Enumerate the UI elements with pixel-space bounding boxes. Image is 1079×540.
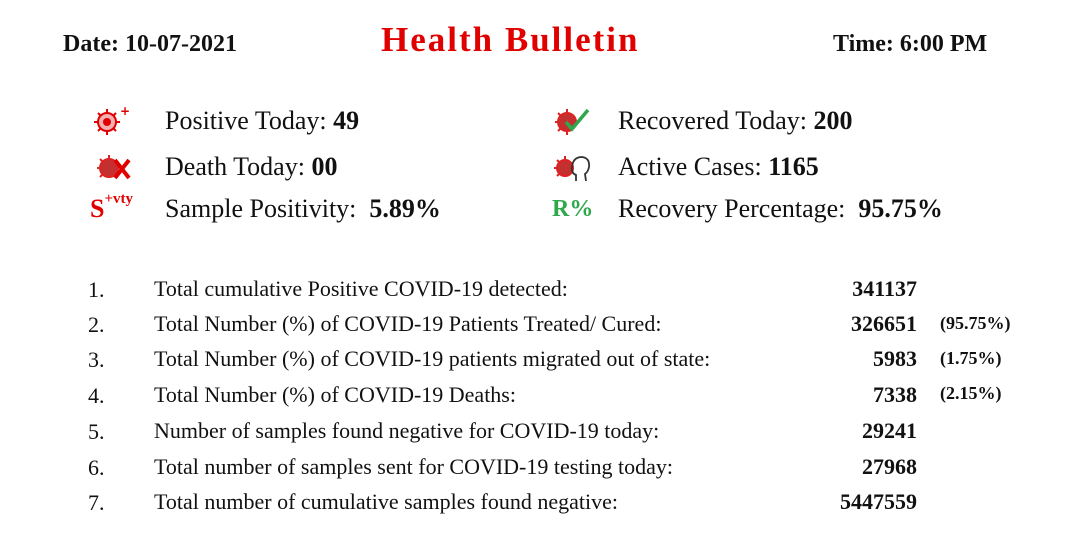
row-number: 2.: [88, 312, 105, 337]
row-number: 6.: [88, 455, 105, 480]
row-value: 27968: [862, 454, 917, 479]
svg-text:+: +: [120, 104, 130, 118]
row-label: Total Number (%) of COVID-19 Patients Treated/ Cured:: [154, 311, 662, 336]
active-cases: Active Cases: 1165: [618, 152, 819, 181]
row-value: 5447559: [840, 489, 917, 514]
sample-positivity: Sample Positivity: 5.89%: [165, 194, 441, 223]
row-label: Total Number (%) of COVID-19 patients migrated out of state:: [154, 346, 711, 371]
recovery-percentage-symbol: R%: [552, 196, 594, 222]
bulletin-time: Time: 6:00 PM: [833, 31, 988, 57]
row-value: 7338: [873, 382, 917, 407]
row-number: 4.: [88, 383, 105, 408]
row-percent: (95.75%): [940, 313, 1011, 333]
row-number: 5.: [88, 419, 105, 444]
virus-plus-icon: [90, 104, 130, 138]
row-label: Total Number (%) of COVID-19 Deaths:: [154, 382, 516, 407]
row-number: 7.: [88, 490, 105, 515]
row-label: Total number of samples sent for COVID-19 testing today:: [154, 454, 674, 479]
row-label: Total cumulative Positive COVID-19 detected:: [154, 276, 568, 301]
row-percent: (2.15%): [940, 383, 1002, 403]
virus-check-icon: [552, 104, 592, 138]
row-number: 3.: [88, 347, 105, 372]
recovered-today: Recovered Today: 200: [618, 106, 853, 135]
row-value: 5983: [873, 346, 917, 371]
page-title: Health Bulletin: [381, 20, 640, 59]
row-value: 326651: [851, 311, 917, 336]
row-percent: (1.75%): [940, 348, 1002, 368]
row-number: 1.: [88, 277, 105, 302]
virus-head-icon: [552, 151, 592, 185]
virus-cross-icon: [94, 151, 134, 185]
recovery-percentage: Recovery Percentage: 95.75%: [618, 194, 943, 223]
positive-today: Positive Today: 49: [165, 106, 360, 135]
row-label: Total number of cumulative samples found negative:: [154, 489, 618, 514]
row-value: 341137: [852, 276, 917, 301]
row-value: 29241: [862, 418, 917, 443]
bulletin-date: Date: 10-07-2021: [63, 31, 237, 57]
death-today: Death Today: 00: [165, 152, 338, 181]
row-label: Number of samples found negative for COVID-19 today:: [154, 418, 660, 443]
sample-positivity-symbol: $S^{+vty}$: [90, 191, 134, 223]
